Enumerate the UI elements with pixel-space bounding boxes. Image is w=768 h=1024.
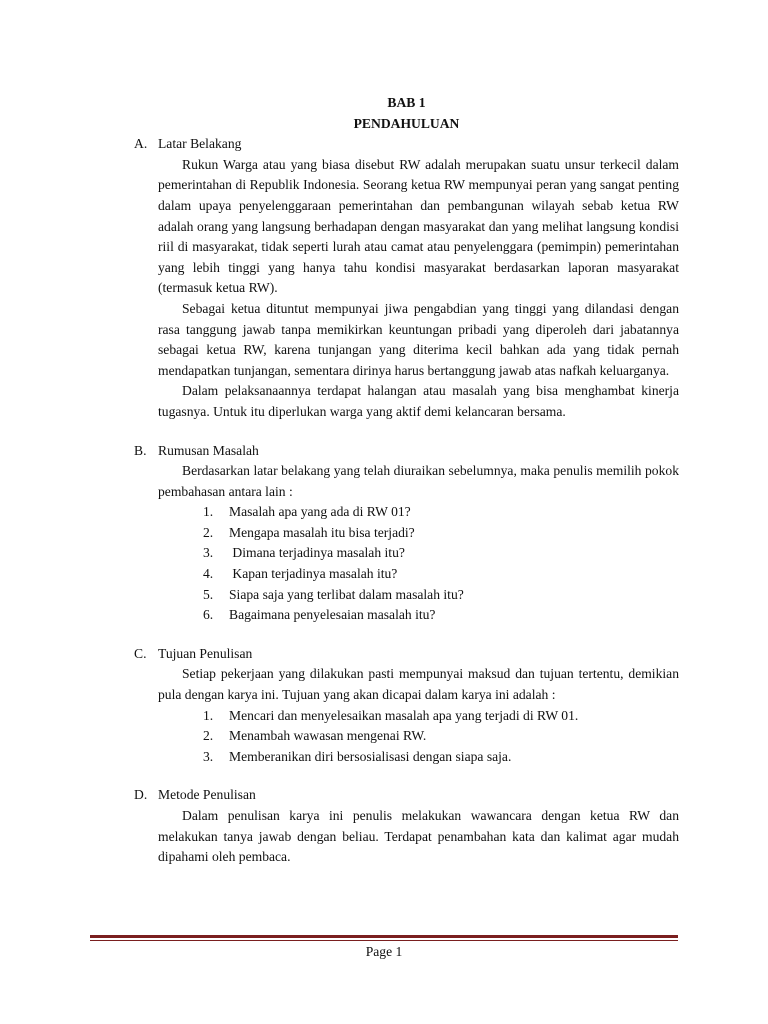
list-item-text: Mengapa masalah itu bisa terjadi? (229, 524, 415, 540)
chapter-title: PENDAHULUAN (353, 115, 460, 131)
list-item (203, 523, 679, 544)
page-content (134, 93, 679, 868)
section-c-list (134, 706, 679, 768)
list-item (203, 605, 679, 626)
list-item (203, 543, 679, 564)
section-d-paragraph: Dalam penulisan karya ini penulis melakukan wawancara dengan ketua RW dan melakukan tanya jawab dengan beliau. Terdapat penambahan kata dan kalimat agar mudah dipahami oleh pembaca. (158, 808, 679, 865)
section-c-letter: C. (134, 645, 147, 661)
section-c-paragraph: Setiap pekerjaan yang dilakukan pasti mempunyai maksud dan tujuan tertentu, demikian pula dengan karya ini. Tujuan yang akan dicapai dalam karya ini adalah : (158, 666, 679, 703)
list-item-number: 3. (203, 545, 214, 561)
section-b-paragraph: Berdasarkan latar belakang yang telah diuraikan sebelumnya, maka penulis memilih pokok pembahasan antara lain : (158, 463, 679, 499)
list-item-text: Masalah apa yang ada di RW 01? (229, 504, 411, 520)
list-item-number: 2. (203, 728, 214, 744)
section-b-letter: B. (134, 442, 147, 458)
section-c-title: Tujuan Penulisan (158, 645, 253, 661)
section-d-heading (134, 785, 679, 806)
list-item (203, 726, 679, 747)
list-item-number: 3. (203, 748, 214, 764)
list-item-number: 5. (203, 586, 214, 602)
list-item-text: Mencari dan menyelesaikan masalah apa yang terjadi di RW 01. (229, 707, 579, 723)
section-a-heading (134, 134, 679, 155)
list-item-text: Dimana terjadinya masalah itu? (229, 545, 405, 561)
section-a-letter: A. (134, 136, 148, 152)
list-item (203, 585, 679, 606)
list-item (203, 747, 679, 768)
list-item-text: Bagaimana penyelesaian masalah itu? (229, 607, 436, 623)
chapter-number: BAB 1 (387, 95, 426, 110)
list-item-number: 1. (203, 504, 214, 520)
list-item (203, 502, 679, 523)
footer-rule-thin (90, 940, 678, 941)
list-item-number: 6. (203, 607, 214, 623)
section-b-list (134, 502, 679, 626)
footer-rule-thick (90, 935, 678, 938)
section-d-title: Metode Penulisan (158, 787, 256, 803)
section-a-paragraph: Dalam pelaksanaannya terdapat halangan atau masalah yang bisa menghambat kinerja tugasnya. Untuk itu diperlukan warga yang aktif demi kelancaran bersama. (158, 383, 679, 419)
list-item-text: Siapa saja yang terlibat dalam masalah itu? (229, 586, 464, 602)
list-item-text: Kapan terjadinya masalah itu? (229, 566, 398, 582)
list-item (203, 706, 679, 727)
section-b-heading (134, 441, 679, 462)
list-item-text: Menambah wawasan mengenai RW. (229, 728, 427, 744)
section-c-heading (134, 644, 679, 665)
section-b-title: Rumusan Masalah (158, 442, 259, 458)
section-a-paragraph: Sebagai ketua dituntut mempunyai jiwa pengabdian yang tinggi yang dilandasi dengan rasa tanggung jawab tanpa memikirkan keuntungan pribadi yang diperoleh dari jabatannya sebagai ketua RW, karena tunjangan yang diterima kecil bahkan ada yang tidak pernah mendapatkan tunjangan, sementara dirinya harus bertanggung jawab atas nafkah keluarganya. (158, 300, 679, 378)
list-item-number: 2. (203, 524, 214, 540)
list-item-number: 1. (203, 707, 214, 723)
section-d-letter: D. (134, 787, 148, 803)
list-item-text: Memberanikan diri bersosialisasi dengan siapa saja. (229, 748, 512, 764)
list-item-number: 4. (203, 566, 214, 582)
section-a-paragraph: Rukun Warga atau yang biasa disebut RW adalah merupakan suatu unsur terkecil dalam pemerintahan di Republik Indonesia. Seorang ketua RW mempunyai peran yang sangat penting dalam upaya penyelenggaraan pemerintahan dan pembangunan wilayah sebab ketua RW adalah orang yang langsung berhadapan dengan masyarakat dan yang melihat langsung kondisi riil di masyarakat, tidak seperti lurah atau camat atau penyelenggara (pemimpin) pemerintahan yang lebih tinggi yang hanya tahu kondisi masyarakat berdasarkan laporan masyarakat (termasuk ketua RW). (158, 156, 679, 296)
section-a-title: Latar Belakang (158, 136, 242, 152)
list-item (203, 564, 679, 585)
page-number: Page 1 (365, 944, 403, 959)
